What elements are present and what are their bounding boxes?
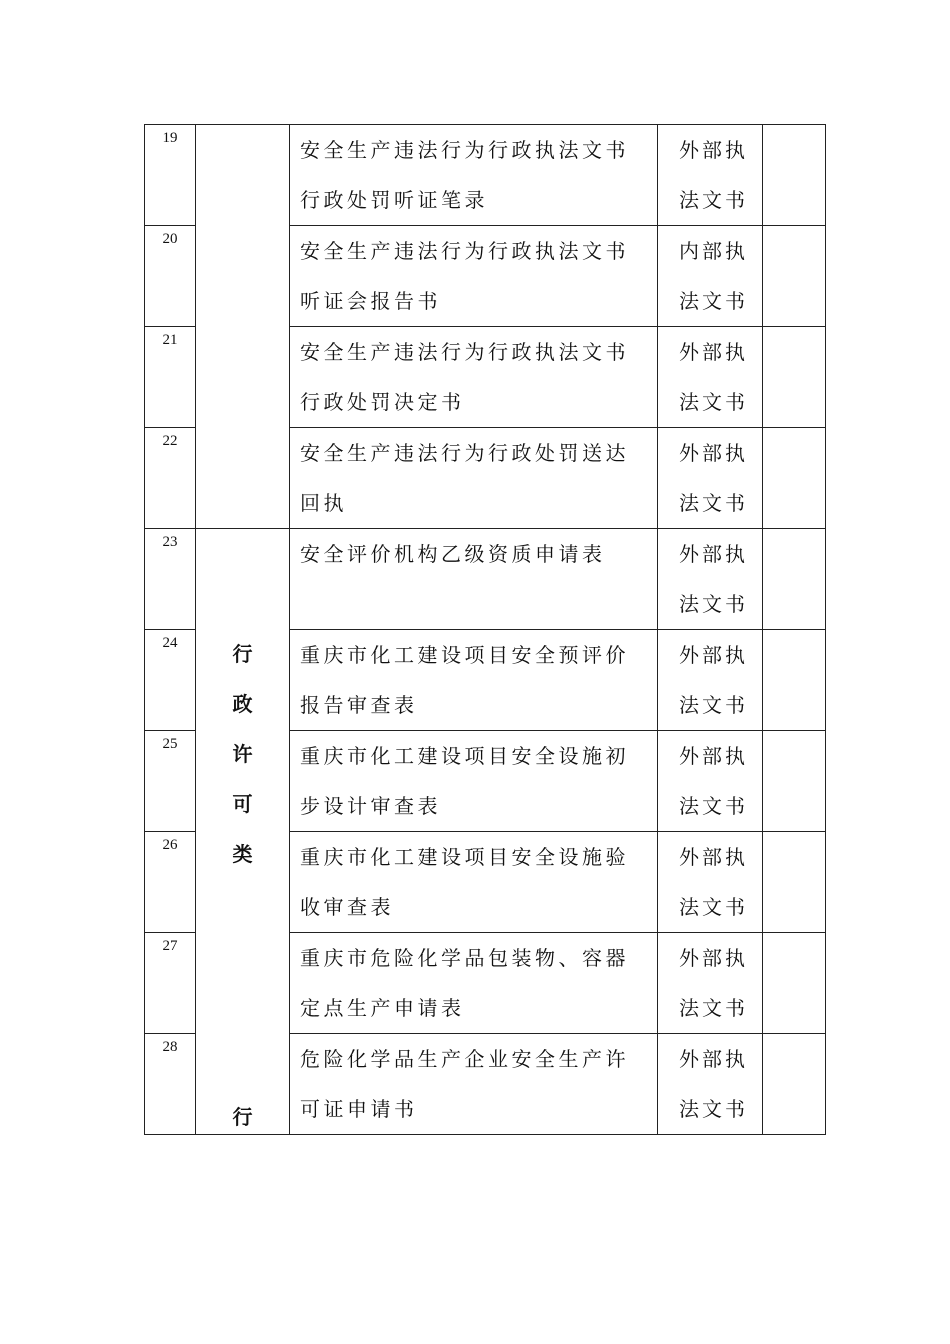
document-name: 危险化学品生产企业安全生产许可证申请书: [290, 1034, 658, 1135]
row-number: 25: [145, 731, 196, 832]
document-type: 外部执法文书: [658, 832, 763, 933]
empty-cell: [763, 1034, 826, 1135]
category-label: [196, 629, 289, 879]
document-type: 外部执法文书: [658, 630, 763, 731]
document-name: 安全生产违法行为行政执法文书行政处罚听证笔录: [290, 125, 658, 226]
document-type: 内部执法文书: [658, 226, 763, 327]
row-number: 26: [145, 832, 196, 933]
empty-cell: [763, 731, 826, 832]
document-type: 外部执法文书: [658, 1034, 763, 1135]
document-type: 外部执法文书: [658, 529, 763, 630]
document-type: 外部执法文书: [658, 125, 763, 226]
row-number: 27: [145, 933, 196, 1034]
table-row: [145, 529, 826, 630]
document-type: 外部执法文书: [658, 327, 763, 428]
document-table: [144, 124, 826, 1135]
document-type: 外部执法文书: [658, 731, 763, 832]
category-tail: 行: [232, 1105, 253, 1129]
row-number: 23: [145, 529, 196, 630]
category-char: 行: [232, 642, 253, 666]
empty-cell: [763, 630, 826, 731]
document-type: 外部执法文书: [658, 428, 763, 529]
category-char: 许: [232, 742, 253, 766]
row-number: 24: [145, 630, 196, 731]
empty-cell: [763, 226, 826, 327]
category-char: 政: [232, 692, 253, 716]
category-char: 可: [232, 792, 253, 816]
document-name: 安全评价机构乙级资质申请表: [290, 529, 658, 630]
table-row: [145, 125, 826, 226]
document-name: 重庆市化工建设项目安全设施验收审查表: [290, 832, 658, 933]
category-cell: [196, 529, 290, 1135]
document-name: 重庆市化工建设项目安全设施初步设计审查表: [290, 731, 658, 832]
empty-cell: [763, 832, 826, 933]
row-number: 22: [145, 428, 196, 529]
empty-cell: [763, 125, 826, 226]
empty-cell: [763, 529, 826, 630]
document-name: 安全生产违法行为行政执法文书行政处罚决定书: [290, 327, 658, 428]
empty-cell: [763, 933, 826, 1034]
category-char: 类: [232, 842, 253, 866]
document-name: 安全生产违法行为行政处罚送达回执: [290, 428, 658, 529]
row-number: 20: [145, 226, 196, 327]
row-number: 28: [145, 1034, 196, 1135]
empty-cell: [763, 428, 826, 529]
document-name: 重庆市危险化学品包装物、容器定点生产申请表: [290, 933, 658, 1034]
row-number: 21: [145, 327, 196, 428]
document-name: 重庆市化工建设项目安全预评价报告审查表: [290, 630, 658, 731]
document-type: 外部执法文书: [658, 933, 763, 1034]
category-cell-empty: [196, 125, 290, 529]
document-name: 安全生产违法行为行政执法文书听证会报告书: [290, 226, 658, 327]
empty-cell: [763, 327, 826, 428]
row-number: 19: [145, 125, 196, 226]
